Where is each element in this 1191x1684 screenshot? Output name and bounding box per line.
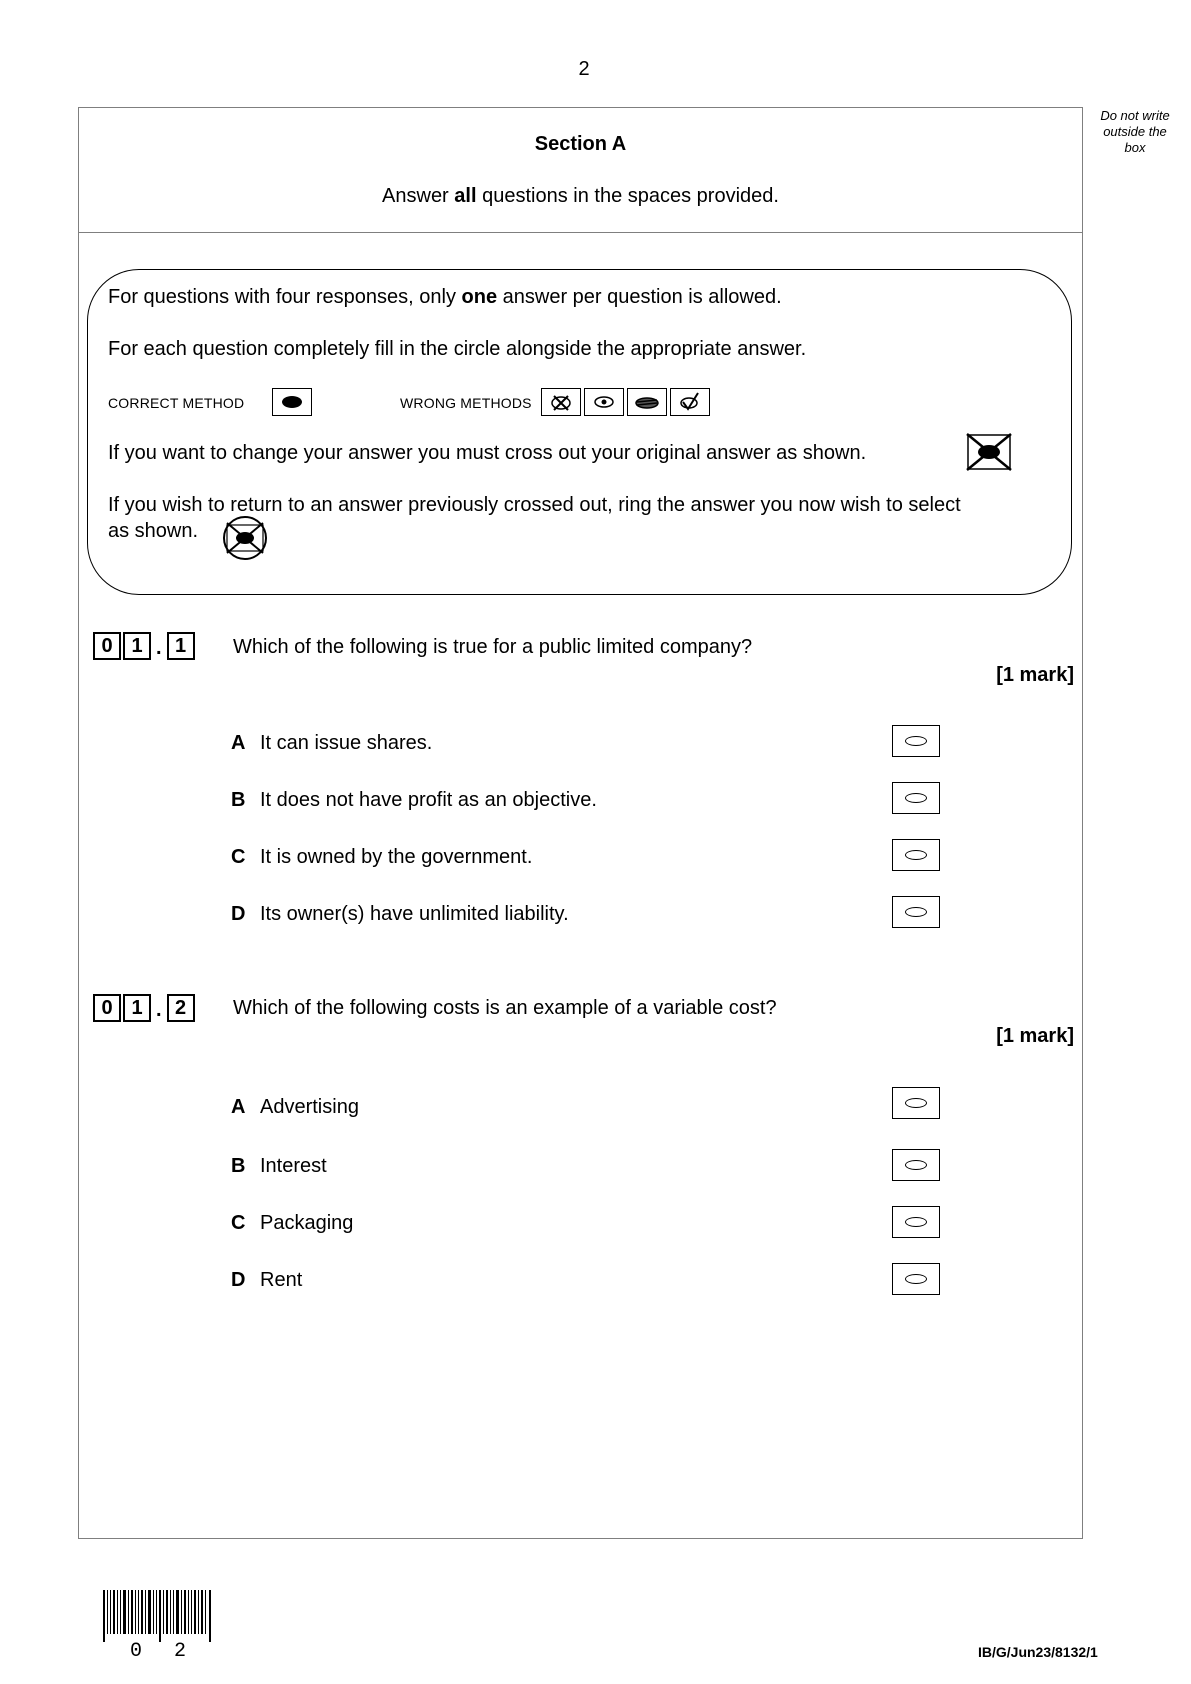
option-letter: C [231, 846, 246, 868]
wrong-method-cross-icon [541, 388, 581, 416]
option-text: Interest [260, 1155, 327, 1177]
option-text: It does not have profit as an objective. [260, 789, 597, 811]
question-number-digit: 1 [123, 994, 151, 1022]
instruction-one-answer-pre: For questions with four responses, only [108, 286, 462, 308]
filled-oval-icon [281, 395, 303, 409]
question-text: Which of the following costs is an example of a variable cost? [233, 997, 777, 1019]
empty-oval-icon [905, 736, 927, 746]
ringed-answer-example-icon [217, 515, 273, 561]
option-text: It can issue shares. [260, 732, 433, 754]
header-divider [78, 232, 1083, 233]
option-letter: C [231, 1212, 246, 1234]
option-letter: B [231, 1155, 246, 1177]
section-instruction [78, 185, 1083, 208]
option-letter: A [231, 732, 246, 754]
answer-oval-box[interactable] [892, 1087, 940, 1119]
section-title: Section A [534, 133, 627, 155]
empty-oval-icon [905, 1160, 927, 1170]
option-letter: D [231, 1269, 246, 1291]
margin-note-line: Do not write [1100, 108, 1170, 123]
margin-note-line: box [1124, 140, 1146, 155]
crossed-filled-box-icon [965, 432, 1013, 472]
scribbled-oval-icon [633, 394, 661, 410]
crossed-oval-icon [549, 393, 573, 411]
instruction-one-answer [108, 284, 782, 310]
section-instruction-pre: Answer [382, 185, 455, 207]
page-number: 2 [578, 58, 590, 80]
question-number-dot: . [156, 999, 162, 1021]
margin-note-line: outside the [1103, 124, 1167, 139]
answer-oval-box[interactable] [892, 1149, 940, 1181]
question-number-digit: 0 [93, 632, 121, 660]
empty-oval-icon [905, 850, 927, 860]
dotted-oval-icon [592, 394, 616, 410]
instruction-return-answer-line2: as shown. [108, 520, 199, 542]
option-text: Advertising [260, 1096, 359, 1118]
wrong-methods-label: WRONG METHODS [400, 395, 532, 411]
option-text: Rent [260, 1269, 303, 1291]
instruction-cross-out: If you want to change your answer you must cross out your original answer as shown. [108, 442, 867, 464]
wrong-method-tick-icon [670, 388, 710, 416]
question-number-digit: 0 [93, 994, 121, 1022]
option-letter: D [231, 903, 246, 925]
option-text: It is owned by the government. [260, 846, 533, 868]
wrong-method-scribble-icon [627, 388, 667, 416]
section-instruction-post: questions in the spaces provided. [476, 185, 779, 207]
answer-oval-box[interactable] [892, 1263, 940, 1295]
answer-oval-box[interactable] [892, 896, 940, 928]
barcode-number: 0 2 [130, 1640, 197, 1663]
question-number-dot: . [156, 637, 162, 659]
barcode-icon [103, 1590, 213, 1642]
empty-oval-icon [905, 1217, 927, 1227]
question-number-01-1 [93, 632, 195, 660]
question-number-digit: 2 [167, 994, 195, 1022]
answer-oval-box[interactable] [892, 782, 940, 814]
option-letter: A [231, 1096, 246, 1118]
instruction-fill-circle: For each question completely fill in the circle alongside the appropriate answer. [108, 338, 807, 360]
empty-oval-icon [905, 1274, 927, 1284]
wrong-method-dot-icon [584, 388, 624, 416]
question-marks: [1 mark] [996, 664, 1074, 686]
empty-oval-icon [905, 1098, 927, 1108]
option-text: Its owner(s) have unlimited liability. [260, 903, 569, 925]
empty-oval-icon [905, 793, 927, 803]
instruction-one-answer-post: answer per question is allowed. [497, 286, 782, 308]
correct-method-example-icon [272, 388, 312, 416]
option-text: Packaging [260, 1212, 354, 1234]
crossed-box-example-icon [965, 432, 1013, 472]
question-number-digit: 1 [123, 632, 151, 660]
question-number-01-2 [93, 994, 195, 1022]
margin-note [1090, 108, 1180, 156]
section-instruction-bold: all [454, 185, 477, 207]
ticked-oval-icon [678, 391, 702, 413]
instruction-one-answer-bold: one [461, 286, 498, 308]
barcode [103, 1590, 213, 1642]
correct-method-label: CORRECT METHOD [108, 395, 245, 411]
answer-oval-box[interactable] [892, 839, 940, 871]
question-number-digit: 1 [167, 632, 195, 660]
instruction-return-answer-line1: If you wish to return to an answer previously crossed out, ring the answer you now wish to select [108, 494, 961, 516]
answer-oval-box[interactable] [892, 1206, 940, 1238]
option-letter: B [231, 789, 246, 811]
question-text: Which of the following is true for a public limited company? [233, 636, 753, 658]
empty-oval-icon [905, 907, 927, 917]
paper-reference-code: IB/G/Jun23/8132/1 [978, 1644, 1098, 1660]
ringed-crossed-box-icon [217, 515, 273, 561]
answer-oval-box[interactable] [892, 725, 940, 757]
question-marks: [1 mark] [996, 1025, 1074, 1047]
